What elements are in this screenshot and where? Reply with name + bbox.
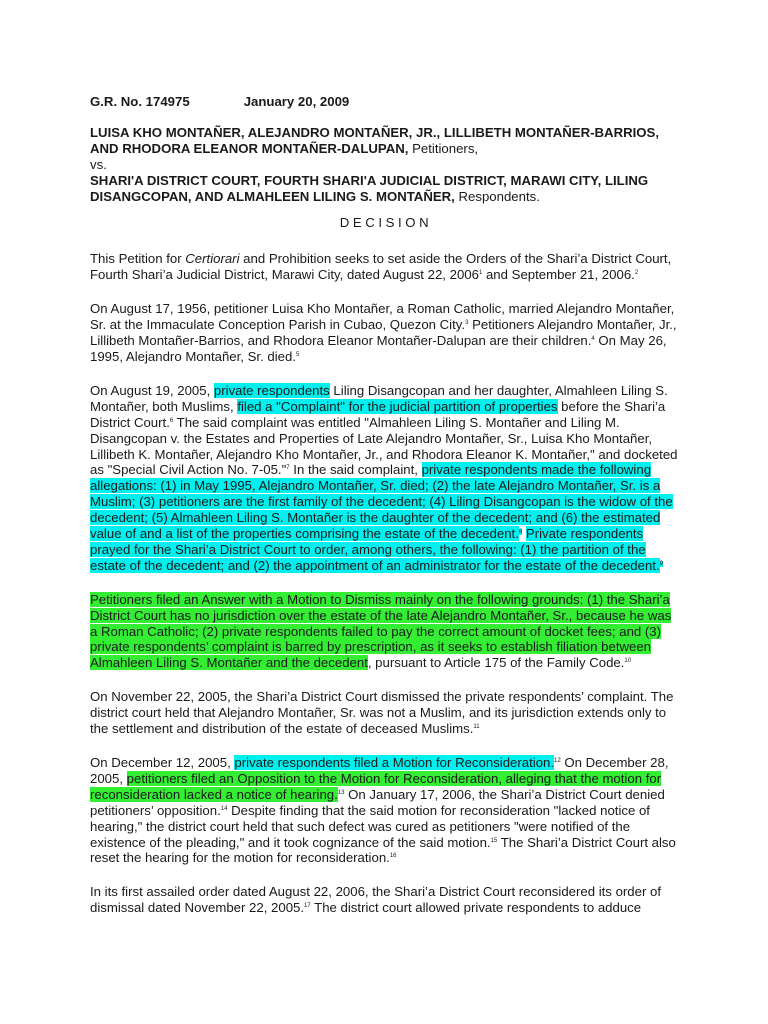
parties-block [90,125,682,205]
respondents-label: Respondents. [454,188,540,204]
text: , pursuant to Article 175 of the Family Code. [367,655,625,671]
footnote-ref[interactable]: 3 [465,320,469,327]
document-page [90,94,682,934]
footnote-ref[interactable]: 4 [591,336,595,343]
text: Petitioners Alejandro Montañer, Jr., Lillibeth Montañer-Barrios, and Rhodora Eleanor Montañer-Dalupan are their children. [90,317,677,349]
versus: vs. [90,156,107,172]
text: The Shari’a District Court also reset the hearing for the motion for reconsideration. [90,834,676,866]
text: This Petition for [90,251,186,267]
petitioners-label: Petitioners, [408,140,479,156]
case-number: G.R. No. 174975 [90,94,190,109]
green-highlight: petitioners filed an Opposition to the Motion for Reconsideration, alleging that the motion for reconsideration lacked a notice of hearing. [90,770,662,802]
footnote-ref[interactable]: 2 [634,270,639,277]
footnote-ref[interactable]: 1 [478,270,483,277]
text: Liling Disangcopan and her daughter, Almahleen Liling S. Montañer, both Muslims, [90,382,668,414]
footnote-ref[interactable]: 7 [286,465,290,472]
footnote-ref[interactable]: 17 [304,903,311,910]
text: before the Shari’a District Court. [90,398,666,430]
footnote-ref[interactable]: 14 [220,805,228,812]
text: The district court allowed private respondents to adduce [310,900,642,916]
footnote-ref[interactable]: 5 [296,351,300,358]
text: The said complaint was entitled "Almahleen Liling S. Montañer and Liling M. Disangcopan v. the Estates and Properties of Late Alejandro Montañer, Sr., Luisa Kho Montañer, Lillibeth K. Montañer, Alejandro Kho Montañer, Jr., and Rhodora Eleanor K. Montañer," and docketed as "Special Civil Action No. 7-05." [90,414,678,478]
text: On January 17, 2006, the Shari’a District Court denied petitioners’ opposition. [90,786,665,818]
text: In its first assailed order dated August 22, 2006, the Shari’a District Court reconsidered its order of dismissal dated November 22, 2005. [90,884,662,916]
text: On August 19, 2005, [90,382,214,398]
text: On December 12, 2005, [90,755,235,770]
respondents-names: SHARI'A DISTRICT COURT, FOURTH SHARI'A JUDICIAL DISTRICT, MARAWI CITY, LILING DISANGCOPAN, AND ALMAHLEEN LILING S. MONTAÑER, [90,172,649,204]
footnote-ref[interactable]: 12 [554,758,561,764]
decision-heading: DECISION [339,215,433,231]
paragraph-5 [90,689,682,737]
text: On May 26, 1995, Alejandro Montañer, Sr. died. [90,333,667,364]
italic-text: Certiorari [185,251,240,267]
paragraph-7 [90,884,682,916]
text: On August 17, 1956, petitioner Luisa Kho Montañer, a Roman Catholic, married Alejandro Montañer, Sr. at the Immaculate Conception Parish in Cubao, Quezon City. [90,301,675,333]
text: On November 22, 2005, the Shari’a District Court dismissed the private respondents’ complaint. The district court held that Alejandro Montañer, Sr. was not a Muslim, and its jurisdiction extends only to the settlement and distribution of the estate of deceased Muslims. [90,689,674,737]
case-header [90,94,682,110]
text: Despite finding that the said motion for reconsideration "lacked notice of hearing," the district court held that such defect was cured as petitioners "were notified of the existence of the pleading," and it took cognizance of the said motion. [90,802,650,850]
footnote-ref[interactable]: 9 [659,560,663,567]
paragraph-2 [90,301,682,365]
footnote-ref[interactable]: 13 [337,789,345,796]
footnote-ref[interactable]: 15 [490,837,498,844]
footnote-ref[interactable]: 16 [389,853,397,860]
case-date: January 20, 2009 [243,94,350,109]
cyan-highlight: private respondents [213,382,330,398]
footnote-ref[interactable]: 6 [169,417,174,424]
text: and Prohibition seeks to set aside the Orders of the Shari’a District Court, Fourth Shari’a Judicial District, Marawi City, dated August 22, 2006 [90,251,672,283]
text: On December 28, 2005, [90,755,669,786]
paragraph-3 [90,383,682,574]
footnote-ref[interactable]: 10 [624,658,632,665]
paragraph-1 [90,251,682,283]
petitioners-names: LUISA KHO MONTAÑER, ALEJANDRO MONTAÑER, JR., LILLIBETH MONTAÑER-BARRIOS, AND RHODORA ELEANOR MONTAÑER-DALUPAN, [90,124,659,156]
text: In the said complaint, [289,462,422,478]
cyan-highlight: Private respondents prayed for the Shari’a District Court to order, among others, the following: (1) the partition of the estate of the decedent; and (2) the appointment of an administrator for the estate of the decedent. [90,526,660,573]
footnote-ref[interactable]: 11 [473,724,480,731]
paragraph-6 [90,755,682,866]
footnote-ref[interactable]: 8 [518,529,523,536]
green-highlight: Petitioners filed an Answer with a Motion to Dismiss mainly on the following grounds: (1) the Shari’a District Court has no jurisdiction over the estate of the late Alejandro Montañer, Sr., because he was a Roman Catholic; (2) private respondents failed to pay the correct amount of docket fees; and (3) private respondents’ complaint is barred by prescription, as it seeks to establish filiation between Almahleen Liling S. Montañer and the decedent [90,591,672,671]
cyan-highlight: filed a "Complaint" for the judicial partition of properties [237,398,558,414]
cyan-highlight: private respondents made the following allegations: (1) in May 1995, Alejandro Montañer, Sr. died; (2) the late Alejandro Montañer, Sr. is a Muslim; (3) petitioners are the first family of the decedent; (4) Liling Disangcopan is the widow of the decedent; (5) Almahleen Liling S. Montañer is the daughter of the decedent; and (6) the estimated value of and a list of the properties comprising the estate of the decedent. [90,462,673,542]
text: and September 21, 2006. [482,267,635,283]
cyan-highlight: private respondents filed a Motion for Reconsideration. [234,755,555,770]
paragraph-4 [90,592,682,672]
